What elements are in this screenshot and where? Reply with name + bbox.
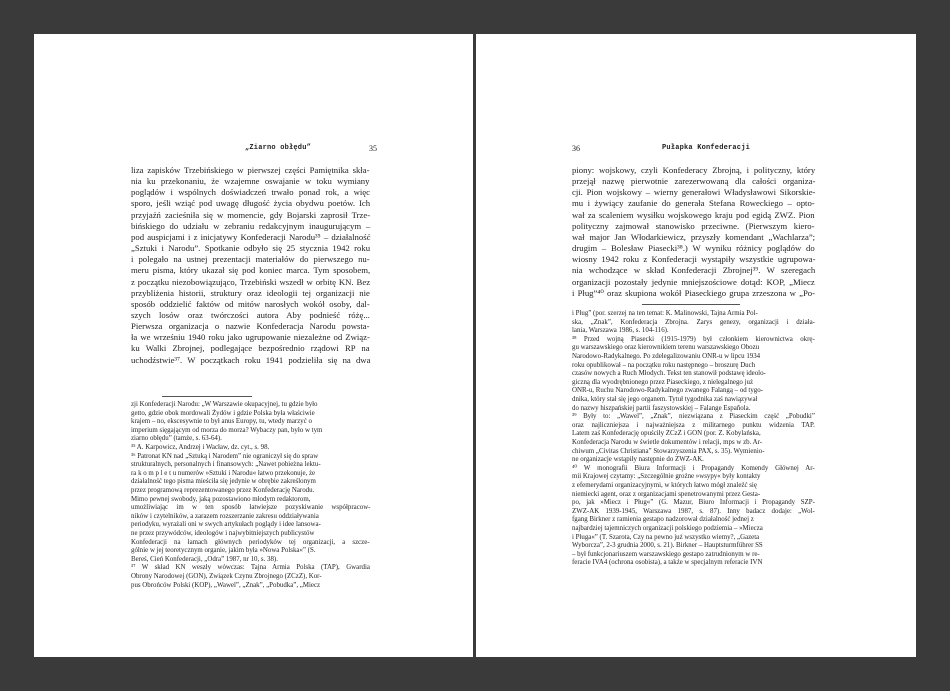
- running-head: „Ziarno obłędu”: [245, 144, 312, 152]
- body-line: i Pług”⁴⁰ oraz skupiona wokół Piaseckiego grupa zrzeszona w „Po-: [572, 287, 816, 298]
- page-number: 35: [369, 144, 377, 153]
- footnote-line: giczną dla wyodrębnionego przez Piaseckiego, z nielegalnego już: [572, 378, 753, 386]
- footnote-line: periodyku, wyrażali oni w swych artykułach poglądy i idee lansowa-: [131, 521, 321, 529]
- footnote-line: ³⁶ Patronat KN nad „Sztuką i Narodem” nie ograniczył się do spraw: [131, 452, 319, 460]
- footnote-line: getto, gdzie obok mordowali Żydów i gdzie Polska była właściwie: [131, 409, 315, 417]
- body-line: uchodźstwie³⁷. W początkach roku 1941 podzieliła się na dwa: [131, 354, 371, 365]
- footnote-separator: [162, 396, 252, 397]
- body-line: poglądów i wspólnych doświadczeń trwało ponad rok, a więc: [131, 187, 370, 198]
- body-line: szych losów oraz twórczości autora Aby podnieść różę...: [131, 309, 370, 320]
- right-page: [476, 34, 916, 657]
- body-line: przybliżenia historii, struktury oraz ideologii tej organizacji nie: [131, 287, 370, 298]
- body-line: z początku niezobowiązująco, Trzebiński wszedł w orbitę KN. Bez: [131, 276, 371, 287]
- body-line: „Sztuki i Narodu”. Spotkanie odbyło się 25 stycznia 1942 roku: [131, 243, 371, 254]
- body-line: nia wchodzące w skład Konfederacji Zbrojnej³⁹. W szeregach: [572, 265, 816, 276]
- footnote-line: roku opublikował – na początku roku następnego – broszurę Duch: [572, 361, 756, 369]
- footnote-line: ne organizacje wstąpiły następnie do ZWZ-AK.: [572, 456, 704, 464]
- footnote-line: dnika, który stał się jego organem. Tytuł tygodnika zaś nawiązywał: [572, 396, 758, 403]
- body-line: drugim – Bolesław Piasecki³⁸.) W wyniku różnicy poglądów do: [572, 243, 815, 254]
- footnote-line: Wyborcza”, 2-3 grudnia 2000, s. 21). Birkner – Hauptsturmführer SS: [572, 542, 763, 550]
- body-line: liza zapisków Trzebińskiego w pierwszej części Pamiętnika skła-: [131, 165, 370, 175]
- body-line: i polegało na ustnej prezentacji materiałów do pierwszego nu-: [131, 254, 370, 265]
- footnote-line: ska, „Znak”, Konfederacja Zbrojna. Zarys genezy, organizacji i działa-: [572, 318, 815, 326]
- footnote-line: działalność tego pisma mieściła się jedynie w obrębie zakreślonym: [131, 478, 316, 486]
- footnote-line: i Pługa«” (T. Szarota, Czy na pewno już wszystko wiemy?, „Gazeta: [572, 533, 760, 541]
- footnote-line: pus Obrońców Polski (KOP), „Wawel”, „Znak”, „Pobudka”, „Miecz: [131, 581, 321, 589]
- footnote-line: ra k o m p l e t u numerów »Sztuki i Narodu« łatwo przekonuje, że: [131, 469, 316, 477]
- footnote-line: z efemerydami organizacyjnymi, w których łatwo mógł znaleźć się: [572, 482, 757, 489]
- footnote-line: Konfederacja Narodu w świetle dokumentów i relacji, mps w zb. Ar-: [572, 439, 763, 446]
- body-line: ku Walki Zbrojnej, podlegające bezpośrednio rządowi RP na: [131, 343, 370, 354]
- body-line: piony: wojskowy, czyli Konfederacy Zbrojną, i polityczny, który: [572, 165, 816, 175]
- body-line: nia ku przekonaniu, że wzajemne oswajanie w toku wymiany: [131, 176, 370, 187]
- footnote-line: strukturalnych, personalnych i finansowych: „Nawet pobieżna lektu-: [131, 461, 321, 469]
- footnote-line: najbardziej tajemniczych organizacji polskiego podziemia – »Miecza: [572, 525, 763, 532]
- body-line: wiosny 1942 roku z Konfederacji wystąpiły wszystkie ugrupowa-: [572, 254, 816, 265]
- footnote-line: gu warszawskiego oraz kierownikiem terenu warszawskiego Obozu: [572, 344, 760, 352]
- body-line: wał za scaleniem wysiłku wojskowego kraju pod egidą ZWZ. Pion: [572, 209, 815, 220]
- footnote-separator: [642, 304, 740, 305]
- footnote-line: Latem zaś Konfederację opuściły ZCzZ i GON (por. Z. Kobylańska,: [572, 430, 761, 438]
- body-line: organizacji pozostały jedynie mniejszościowe dotąd: KOP, „Miecz: [572, 276, 815, 287]
- footnote-line: Narodowo-Radykalnego. Po zdelegalizowaniu ONR-u w lipcu 1934: [572, 353, 761, 360]
- footnote-line: chiwum „Civitas Christiana” Stowarzyszenia PAX, s. 35). Wymienio-: [572, 447, 765, 455]
- footnote-line: po, jak »Miecz i Pług«” (G. Mazur, Biuro Informacji i Propagandy SZP-: [572, 499, 815, 507]
- footnote-line: Bereś, Cień Konfederacji, „Odra” 1987, nr 10, s. 38).: [131, 555, 278, 563]
- footnote-line: przez programową reprezentowanego przez Konfederację Narodu.: [131, 487, 315, 494]
- body-line: przejął nazwę pierwotnie zarezerwowaną dla całości organiza-: [572, 176, 816, 187]
- footnote-line: i Pług” (por. szerzej na ten temat: K. Malinowski, Tajna Armia Pol-: [572, 310, 758, 317]
- footnote-line: do nazwy hiszpańskiej partii faszystowskiej – Falange Española.: [572, 404, 751, 412]
- body-line: sposób oddzielić faktów od mitów narosłych wokół osoby, dal-: [131, 298, 370, 309]
- body-line: pod auspicjami i z inicjatywy Konfederacji Narodu³⁵ – działalność: [131, 231, 371, 242]
- footnote-line: – był funkcjonariuszem warszawskiego gestapo zatrudnionym w re-: [572, 550, 760, 558]
- footnote-line: umożliwiając im w ten sposób łatwiejsze pozyskiwanie współpracow-: [131, 504, 371, 512]
- footnote-line: niemiecki agent, oraz z organizacjami spenetrowanymi przez Gesta-: [572, 490, 761, 498]
- footnote-line: fgang Birkner z ramienia gestapo nadzorował działalność jednej z: [572, 516, 754, 524]
- body-line: ła we wrześniu 1940 roku jako ugrupowanie niezależne od Związ-: [131, 332, 370, 343]
- footnote-line: gólnie w jej teoretycznym organie, jakim była »Nowa Polska«” (S.: [131, 547, 316, 555]
- body-line: sporo, jeśli wziąć pod uwagę długość życia obydwu poetów. Ich: [131, 198, 371, 209]
- footnote-line: Konfederacji na łamach głównych periodyków tej organizacji, a szcze-: [131, 538, 370, 546]
- footnote-line: feracie IVA4 (ochrona osobista), a także w specjalnym referacie IVN: [572, 559, 763, 567]
- footnote-line: imperium sięgającym od morza do morza? Wybaczy pan, było w tym: [131, 426, 323, 434]
- footnote-line: ONR-u, Ruchu Narodowo-Radykalnego zwanego Falangą – od tygo-: [572, 387, 763, 395]
- footnote-line: ne przez przywódców, ideologów i najwybitniejszych publicystów: [131, 530, 315, 537]
- footnote-line: zji Konfederacji Narodu: „W Warszawie okupacyjnej, tu gdzie było: [131, 401, 318, 408]
- footnote-line: ³⁹ Były to: „Wawel”, „Znak”, niezwiązana z Piaseckim część „Pobudki”: [572, 413, 815, 421]
- body-line: przyjaźń zacieśniła się w momencie, gdy Bojarski zaprosił Trze-: [131, 209, 371, 220]
- body-line: meru pisma, który ukazał się pod koniec marca. Tym sposobem,: [131, 265, 371, 276]
- footnote-line: Obrony Narodowej (GON), Związek Czynu Zbrojnego (ZCzZ), Kor-: [131, 573, 322, 580]
- footnote-line: oraz najliczniejsza i najważniejsza z militarnego punktu widzenia TAP.: [572, 421, 815, 429]
- left-page: [34, 34, 473, 657]
- running-head: Pułapka Konfederacji: [662, 144, 751, 152]
- footnote-line: ³⁷ W skład KN weszły wówczas: Tajna Armia Polska (TAP), Gwardia: [131, 564, 370, 572]
- footnote-line: lania, Warszawa 1986, s. 104-116).: [572, 327, 669, 335]
- footnote-line: czasów nowych a Ruch Młodych. Tekst ten stanowił podstawę ideolo-: [572, 370, 766, 378]
- body-line: polityczny zajmował stanowisko przeciwne. (Pierwszym kiero-: [572, 220, 815, 231]
- footnote-line: mii Krajowej czytamy: „Szczególnie groźne »wsypy« były kontakty: [572, 473, 761, 481]
- body-line: wał major Jan Włodarkiewicz, przyszły komendant „Wachlarza”;: [572, 231, 816, 242]
- footnote-line: krajem – no, ekscesywnie to był anus Europy, tu, wtedy marzyć o: [131, 418, 312, 426]
- footnote-line: Mimo pewnej swobody, jaką pozostawiono młodym redaktorom,: [131, 495, 311, 503]
- footnote-line: ³⁸ Przed wojną Piasecki (1915-1979) był członkiem kierownictwa okrę-: [572, 335, 815, 343]
- body-line: Pierwsza organizacja o nazwie Konfederacja Narodu powsta-: [131, 321, 370, 332]
- body-line: mu i żywiący zaufanie do generała Stefana Roweckiego – opto-: [572, 198, 815, 209]
- footnote-line: ziarno obłędu” (tamże, s. 63-64).: [131, 435, 222, 443]
- body-line: bińskiego do udziału w zebraniu redakcyjnym inaugurującym –: [131, 220, 371, 231]
- footnote-line: ⁴⁰ W monografii Biura Informacji i Propagandy Komendy Głównej Ar-: [572, 464, 815, 472]
- page-number: 36: [572, 144, 580, 153]
- body-line: cji. Pion wojskowy – wierny generałowi Władysławowi Sikorskie-: [572, 187, 816, 198]
- footnote-line: ników i czytelników, a zarazem rozszerzanie zakresu oddziaływania: [131, 512, 319, 520]
- footnote-line: ZWZ-AK 1939-1945, Warszawa 1987, s. 87). Inny badacz dodaje: „Wol-: [572, 507, 815, 515]
- footnote-line: ³⁵ A. Karpowicz, Andrzej i Wacław, dz. cyt., s. 98.: [131, 444, 270, 451]
